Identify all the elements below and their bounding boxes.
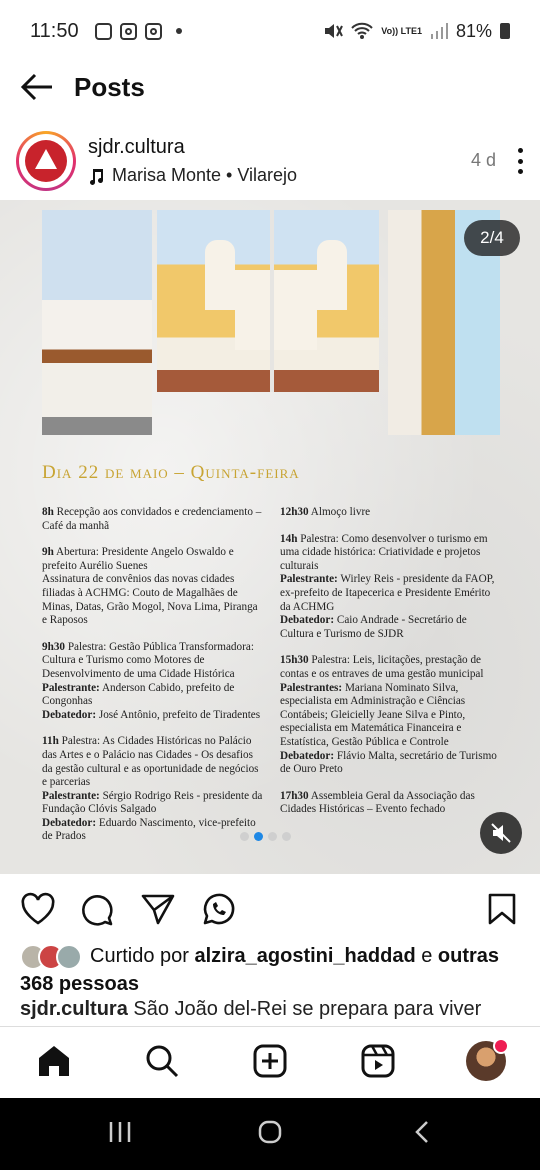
nav-reels[interactable] [360, 1043, 396, 1084]
role-value: Eduardo Nascimento, vice-prefeito de Prados [42, 816, 256, 843]
entry-extra: Assinatura de convênios das novas cidades filiadas à ACHMG: Couto de Magalhães de Minas, Datas, Grão Mogol, Nova Lima, Piranga e Raposos [42, 573, 258, 627]
role-value: Flávio Malta, secretário de Turismo de Ouro Preto [280, 749, 497, 776]
instagram-notification-icon [120, 23, 137, 40]
carousel-dot-active [254, 832, 263, 841]
comment-icon [80, 892, 114, 926]
entry-text: Palestra: As Cidades Históricas no Palácio das Artes e o Palácio nas Cidades - Os desafios da gestão cultural e as oportunidade de negócios e parcerias [42, 735, 259, 789]
church-facade [235, 270, 317, 350]
send-icon [140, 892, 176, 926]
avatar-frame [19, 134, 73, 188]
role-label: Debatedor: [280, 614, 335, 627]
battery-percent: 81% [455, 20, 492, 41]
role-label: Palestrante: [42, 789, 100, 802]
home-circle-icon [258, 1120, 282, 1144]
post-username[interactable]: sjdr.cultura [88, 136, 185, 158]
like-button[interactable] [20, 892, 56, 931]
account-avatar [25, 140, 67, 182]
bottom-navigation [0, 1026, 540, 1098]
more-notifications-icon [176, 28, 182, 34]
chevron-left-icon [412, 1120, 432, 1144]
role-value: José Antônio, prefeito de Tiradentes [96, 708, 261, 721]
entry-text: Palestra: Gestão Pública Transformadora: Cultura e Turismo como Motores de Desenvolvimento de uma Cidade Histórica [42, 640, 254, 680]
battery-icon [500, 23, 510, 39]
likes-connector: e [415, 945, 438, 967]
likes-prefix: Curtido por [90, 945, 195, 967]
schedule-entry [42, 641, 264, 723]
post-actions [0, 886, 540, 934]
heart-icon [20, 892, 56, 926]
post-media-carousel[interactable] [0, 200, 540, 874]
entry-time: 17h30 [280, 789, 309, 802]
post-meta [88, 136, 297, 186]
instagram-notification-icon [145, 23, 162, 40]
entry-text: Palestra: Como desenvolver o turismo em uma cidade histórica: Criatividade e projetos culturais [280, 532, 488, 572]
schedule-entry [280, 533, 500, 642]
slide-counter: 2/4 [464, 220, 520, 256]
flyer-title: Dia 22 de maio – Quinta-feira [42, 462, 300, 483]
role-label: Debatedor: [280, 749, 335, 762]
caption-text: São João del-Rei se prepara para viver [127, 998, 482, 1020]
liker-avatar [56, 944, 82, 970]
music-note-icon [88, 167, 104, 185]
back-button[interactable] [20, 72, 54, 102]
signal-icon [430, 22, 448, 40]
music-link[interactable] [88, 165, 297, 186]
entry-time: 8h [42, 506, 54, 518]
story-ring[interactable] [16, 131, 76, 191]
recent-apps-button[interactable] [108, 1120, 132, 1149]
gallery-notification-icon [95, 23, 112, 40]
back-system-button[interactable] [412, 1120, 432, 1149]
entry-time: 14h [280, 532, 298, 545]
church-tower-right [317, 240, 347, 310]
church-tower-left [205, 240, 235, 310]
likes-summary[interactable] [20, 942, 520, 998]
schedule-entry [42, 506, 264, 533]
post-header [0, 126, 540, 196]
role-label: Palestrantes: [280, 681, 343, 694]
music-label: Marisa Monte • Vilarejo [112, 165, 298, 185]
nav-search[interactable] [144, 1043, 180, 1084]
role-label: Palestrante: [280, 573, 338, 586]
mute-status-icon [323, 22, 343, 40]
entry-text: Palestra: Leis, licitações, prestação de contas e os entraves de uma gestão municipal [280, 654, 484, 680]
liker-avatars [20, 944, 82, 970]
likes-others[interactable]: outras 368 pessoas [20, 945, 500, 995]
volume-off-icon [490, 822, 512, 844]
colonial-house-photo [42, 210, 152, 435]
entry-time: 9h [42, 546, 54, 559]
role-label: Palestrante: [42, 681, 100, 694]
post-age: 4 d [470, 150, 496, 170]
role-value: Caio Andrade - Secretário de Cultura e Turismo de SJDR [280, 614, 467, 640]
more-options-button[interactable] [516, 148, 524, 174]
photo-divider [270, 210, 274, 392]
nav-profile[interactable] [466, 1041, 506, 1081]
plus-square-icon [252, 1043, 288, 1079]
carousel-dot [282, 832, 291, 841]
post-caption[interactable] [20, 998, 530, 1021]
church-photo [157, 210, 379, 392]
role-value: Wirley Reis - presidente da FAOP, ex-prefeito de Itapecerica e Presidente Emérito da ACHMG [280, 573, 495, 613]
bookmark-icon [486, 892, 518, 926]
save-button[interactable] [486, 892, 518, 931]
entry-time: 12h30 [280, 506, 309, 518]
schedule-entry [42, 546, 264, 628]
role-label: Debatedor: [42, 816, 97, 829]
carousel-dots [240, 832, 291, 841]
schedule-entry [280, 506, 500, 520]
more-dot [518, 169, 523, 174]
entry-time: 15h30 [280, 654, 309, 667]
entry-time: 11h [42, 735, 59, 748]
schedule-entry [42, 735, 264, 844]
schedule-left-column [42, 506, 264, 857]
entry-text: Almoço livre [308, 506, 371, 518]
mute-button[interactable] [480, 812, 522, 854]
home-system-button[interactable] [258, 1120, 282, 1149]
status-time: 11:50 [30, 19, 79, 42]
entry-text: Assembleia Geral da Associação das Cidades Históricas – Evento fechado [280, 789, 475, 816]
carousel-dot [240, 832, 249, 841]
nav-create[interactable] [252, 1043, 288, 1084]
share-button[interactable] [140, 892, 176, 931]
recent-apps-icon [108, 1120, 132, 1144]
page-title: Posts [74, 71, 145, 102]
network-type: Vo)) LTE1 [381, 25, 422, 36]
profile-avatar [466, 1041, 506, 1081]
app-bar [0, 62, 540, 112]
wifi-icon [351, 22, 373, 40]
nav-home[interactable] [36, 1043, 72, 1084]
schedule-entry [280, 654, 500, 776]
search-icon [144, 1043, 180, 1079]
more-vertical-icon [518, 148, 523, 153]
comment-button[interactable] [80, 892, 114, 931]
whatsapp-share-button[interactable] [200, 892, 236, 933]
entry-time: 9h30 [42, 640, 66, 653]
arrow-left-icon [20, 72, 54, 102]
more-dot [518, 159, 523, 164]
role-value: Anderson Cabido, prefeito de Congonhas [42, 681, 235, 708]
carousel-dot [268, 832, 277, 841]
caption-username[interactable]: sjdr.cultura [20, 998, 128, 1020]
home-icon [36, 1043, 72, 1079]
entry-text: Recepção aos convidados e credenciamento – Café da manhã [42, 506, 262, 532]
whatsapp-icon [200, 892, 236, 928]
reels-icon [360, 1043, 396, 1079]
schedule-entry [280, 790, 500, 817]
entry-text: Abertura: Presidente Angelo Oswaldo e prefeito Aurélio Suenes [42, 546, 234, 572]
role-value: Mariana Nominato Silva, especialista em Administração e Ciências Contábeis; Gleicielly Jeane Silva e Pinto, especialista em Matemática Financeira e Estatística, Gestão Pública e Controle [280, 681, 466, 748]
schedule-right-column [280, 506, 500, 830]
status-bar [0, 0, 540, 62]
role-label: Debatedor: [42, 708, 97, 721]
liker-username[interactable]: alzira_agostini_haddad [194, 945, 416, 967]
system-navigation-bar [0, 1098, 540, 1170]
role-value: Sérgio Rodrigo Reis - presidente da Fundação Clóvis Salgado [42, 789, 263, 816]
